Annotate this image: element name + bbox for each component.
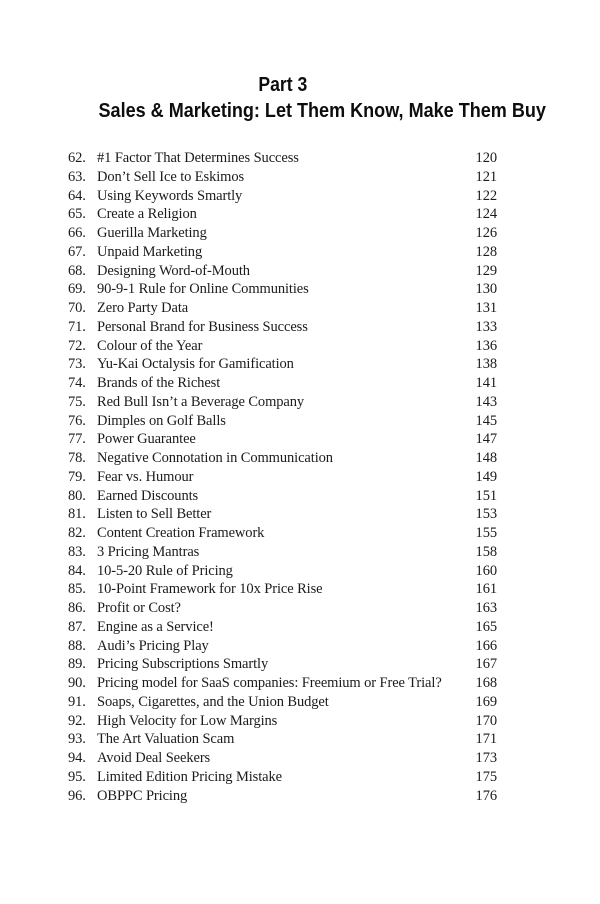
toc-entry-title: 10-Point Framework for 10x Price Rise: [97, 581, 323, 598]
toc-entry-page-number: 176: [475, 787, 497, 804]
toc-entry-page-number: 149: [475, 468, 497, 485]
toc-entry-page-number: 138: [475, 356, 497, 373]
toc-entry-title: Listen to Sell Better: [97, 506, 212, 523]
toc-entry-title: Engine as a Service!: [97, 618, 214, 635]
toc-entry-page-number: 131: [475, 300, 497, 316]
toc-entry-number: 82.: [68, 525, 86, 541]
toc-entry-number: 71.: [68, 318, 86, 335]
toc-entry-page-number: 153: [475, 506, 497, 523]
toc-entry-page-number: 122: [475, 187, 497, 204]
toc-entry-page-number: 170: [475, 712, 497, 729]
toc-entry-title: Personal Brand for Business Success: [97, 318, 308, 335]
toc-entry-page-number: 168: [475, 675, 497, 691]
toc-entry-page-number: 141: [475, 375, 497, 391]
toc-entry-number: 92.: [68, 712, 86, 729]
toc-entry-title: Yu-Kai Octalysis for Gamification: [97, 356, 294, 373]
toc-entry-number: 75.: [68, 393, 86, 410]
toc-entry-page-number: 158: [475, 543, 497, 560]
toc-entry-number: 93.: [68, 731, 86, 748]
toc-entry-number: 95.: [68, 768, 86, 785]
toc-entry-title: 90-9-1 Rule for Online Communities: [97, 281, 309, 298]
toc-entry-title: 10-5-20 Rule of Pricing: [97, 562, 233, 579]
toc-row: [68, 394, 497, 413]
toc-entry-number: 84.: [68, 562, 86, 579]
toc-entry-title: Earned Discounts: [97, 487, 199, 504]
toc-entry-number: 77.: [68, 431, 86, 448]
toc-entry-number: 73.: [68, 356, 86, 373]
toc-entry-title: Using Keywords Smartly: [97, 187, 243, 204]
toc-entry-title: #1 Factor That Determines Success: [97, 150, 299, 166]
toc-row: [68, 600, 497, 619]
toc-entry-title: Zero Party Data: [97, 300, 189, 316]
toc-row: [68, 694, 497, 713]
toc-entry-page-number: 126: [475, 225, 497, 241]
toc-row: [68, 281, 497, 300]
toc-row: [68, 206, 497, 225]
toc-entry-title: Content Creation Framework: [97, 525, 265, 541]
toc-entry-title: Guerilla Marketing: [97, 225, 207, 241]
toc-row: [68, 788, 497, 807]
toc-row: [68, 450, 497, 469]
toc-entry-title: Brands of the Richest: [97, 375, 221, 391]
toc-entry-number: 96.: [68, 787, 86, 804]
toc-entry-title: Avoid Deal Seekers: [97, 750, 211, 766]
toc-entry-title: Don’t Sell Ice to Eskimos: [97, 168, 245, 185]
toc-row: [68, 431, 497, 450]
toc-row: [68, 619, 497, 638]
toc-row: [68, 506, 497, 525]
toc-row: [68, 488, 497, 507]
toc-entry-number: 83.: [68, 543, 86, 560]
toc-entry-page-number: 147: [475, 431, 497, 448]
toc-entry-page-number: 136: [475, 337, 497, 354]
toc-entry-title: Pricing model for SaaS companies: Freemium or Free Trial?: [97, 675, 442, 691]
toc-entry-page-number: 130: [475, 281, 497, 298]
toc-entry-title: Red Bull Isn’t a Beverage Company: [97, 393, 305, 410]
toc-entry-page-number: 163: [475, 600, 497, 616]
toc-entry-number: 68.: [68, 262, 86, 279]
toc-entry-number: 70.: [68, 300, 86, 316]
toc-row: [68, 188, 497, 207]
toc-entry-number: 80.: [68, 487, 86, 504]
toc-entry-number: 78.: [68, 450, 86, 466]
toc-entry-number: 65.: [68, 206, 86, 223]
toc-entry-title: Designing Word-of-Mouth: [97, 262, 250, 279]
toc-entry-number: 90.: [68, 675, 86, 691]
toc-entry-page-number: 166: [475, 637, 497, 654]
toc-row: [68, 375, 497, 394]
toc-entry-title: Profit or Cost?: [97, 600, 181, 616]
toc-entry-title: Create a Religion: [97, 206, 197, 223]
toc-row: [68, 563, 497, 582]
toc-entry-page-number: 173: [475, 750, 497, 766]
toc-entry-number: 87.: [68, 618, 86, 635]
toc-entry-title: High Velocity for Low Margins: [97, 712, 278, 729]
toc-entry-number: 86.: [68, 600, 86, 616]
toc-row: [68, 769, 497, 788]
toc-row: [68, 469, 497, 488]
toc-entry-title: 3 Pricing Mantras: [97, 543, 200, 560]
part-label: [68, 72, 497, 98]
part-label-text: Part 3: [258, 74, 307, 96]
toc-row: [68, 713, 497, 732]
toc-entry-page-number: 120: [475, 150, 497, 166]
toc-entry-page-number: 169: [475, 693, 497, 710]
toc-row: [68, 544, 497, 563]
toc-entry-page-number: 171: [475, 731, 497, 748]
toc-entry-title: Fear vs. Humour: [97, 468, 194, 485]
toc-entry-page-number: 133: [475, 318, 497, 335]
part-header: [68, 72, 546, 124]
toc-row: [68, 356, 497, 375]
toc-row: [68, 244, 497, 263]
toc-row: [68, 581, 497, 600]
toc-entry-number: 74.: [68, 375, 86, 391]
toc-entry-number: 62.: [68, 150, 86, 166]
toc-entry-page-number: 124: [475, 206, 497, 223]
toc-row: [68, 150, 497, 169]
toc-row: [68, 300, 497, 319]
toc-entry-number: 64.: [68, 187, 86, 204]
toc-entry-page-number: 165: [475, 618, 497, 635]
toc-row: [68, 413, 497, 432]
toc-entry-title: The Art Valuation Scam: [97, 731, 235, 748]
toc-entry-page-number: 121: [475, 168, 497, 185]
toc-entry-title: Dimples on Golf Balls: [97, 412, 226, 429]
toc-entry-title: OBPPC Pricing: [97, 787, 188, 804]
toc-row: [68, 263, 497, 282]
toc-entry-number: 63.: [68, 168, 86, 185]
toc-entry-number: 89.: [68, 656, 86, 673]
toc-row: [68, 675, 497, 694]
toc-entry-number: 72.: [68, 337, 86, 354]
toc-entry-page-number: 175: [475, 768, 497, 785]
toc-entry-number: 66.: [68, 225, 86, 241]
part-title-text: Sales & Marketing: Let Them Know, Make Them Buy: [98, 99, 546, 122]
toc-entry-number: 67.: [68, 243, 86, 260]
toc-entry-page-number: 161: [475, 581, 497, 598]
toc-row: [68, 225, 497, 244]
toc-entry-number: 94.: [68, 750, 86, 766]
toc-entry-number: 91.: [68, 693, 86, 710]
toc-entry-title: Soaps, Cigarettes, and the Union Budget: [97, 693, 329, 710]
toc-row: [68, 525, 497, 544]
toc-entry-number: 85.: [68, 581, 86, 598]
toc-entry-title: Colour of the Year: [97, 337, 203, 354]
toc-entry-title: Limited Edition Pricing Mistake: [97, 768, 282, 785]
toc-entry-page-number: 129: [475, 262, 497, 279]
toc-entry-title: Negative Connotation in Communication: [97, 450, 333, 466]
toc-entry-page-number: 151: [475, 487, 497, 504]
toc-entry-page-number: 167: [475, 656, 497, 673]
toc-entry-title: Audi’s Pricing Play: [97, 637, 209, 654]
toc-entry-number: 69.: [68, 281, 86, 298]
table-of-contents: [68, 150, 497, 806]
toc-entry-page-number: 155: [475, 525, 497, 541]
toc-entry-number: 76.: [68, 412, 86, 429]
toc-entry-page-number: 160: [475, 562, 497, 579]
toc-entry-page-number: 148: [475, 450, 497, 466]
toc-row: [68, 338, 497, 357]
toc-entry-title: Pricing Subscriptions Smartly: [97, 656, 269, 673]
toc-entry-number: 81.: [68, 506, 86, 523]
toc-entry-number: 88.: [68, 637, 86, 654]
toc-entry-page-number: 145: [475, 412, 497, 429]
toc-row: [68, 656, 497, 675]
part-title: [68, 98, 546, 124]
toc-entry-page-number: 128: [475, 243, 497, 260]
toc-entry-title: Unpaid Marketing: [97, 243, 203, 260]
toc-row: [68, 638, 497, 657]
toc-entry-page-number: 143: [475, 393, 497, 410]
toc-row: [68, 750, 497, 769]
toc-row: [68, 319, 497, 338]
toc-entry-number: 79.: [68, 468, 86, 485]
toc-entry-title: Power Guarantee: [97, 431, 196, 448]
toc-row: [68, 731, 497, 750]
toc-row: [68, 169, 497, 188]
